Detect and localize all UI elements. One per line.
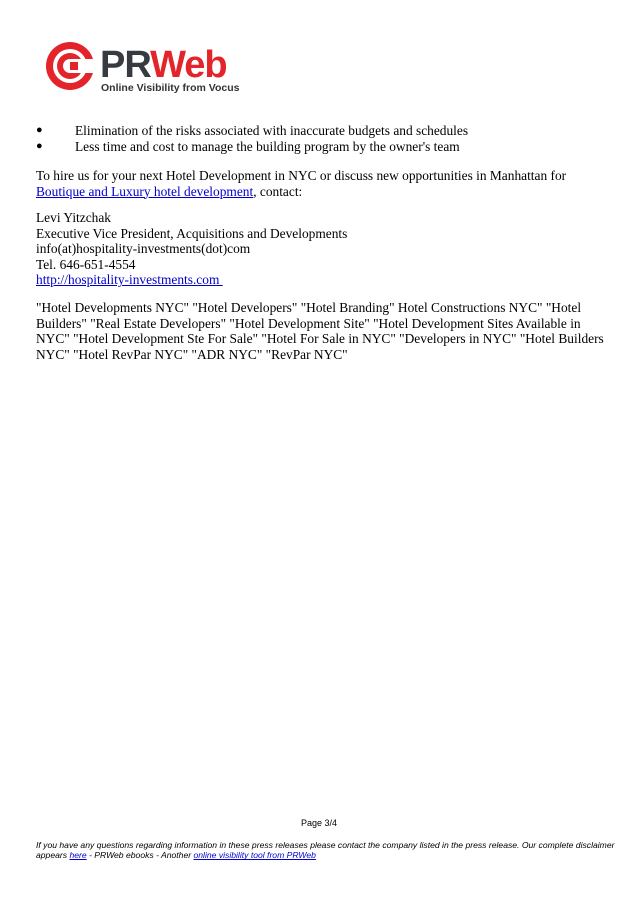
list-item: [36, 139, 616, 155]
disclaimer-text-2: - PRWeb ebooks - Another: [86, 850, 194, 861]
prweb-logo: [44, 40, 254, 100]
online-visibility-link[interactable]: online visibility tool from PRWeb: [193, 850, 316, 861]
contact-email: info(at)hospitality-investments(dot)com: [36, 241, 251, 257]
intro-text-end: , contact:: [253, 183, 303, 199]
disclaimer-footer: [36, 840, 621, 861]
logo-wordmark: [100, 43, 227, 87]
bullet-text: Elimination of the risks associated with inaccurate budgets and schedules: [75, 123, 469, 138]
logo-tagline: Online Visibility from Vocus: [101, 82, 240, 94]
website-link[interactable]: http://hospitality-investments.com: [36, 272, 223, 288]
contact-name: Levi Yitzchak: [36, 210, 111, 225]
contact-block: [36, 210, 606, 288]
disclaimer-here-link[interactable]: here: [69, 850, 87, 861]
logo-word-web: Web: [150, 44, 227, 86]
bullet-icon: ●: [36, 124, 43, 136]
page-number: Page 3/4: [300, 818, 338, 828]
list-item: [36, 123, 616, 139]
intro-text: To hire us for your next Hotel Development in NYC or discuss new opportunities in Manhattan for: [36, 168, 567, 183]
contact-phone: Tel. 646-651-4554: [36, 256, 136, 272]
logo-word-pr: PR: [100, 44, 151, 86]
bullet-icon: ●: [36, 139, 43, 152]
contact-title: Executive Vice President, Acquisitions and Developments: [36, 225, 348, 241]
disclaimer-text: If you have any questions regarding information in these press releases please contact the company listed in the press release. Our complete disclaimer appears: [36, 840, 615, 861]
intro-paragraph: [36, 168, 606, 199]
bullet-list: [36, 123, 616, 154]
keywords-paragraph: "Hotel Developments NYC" "Hotel Developers" "Hotel Branding" Hotel Constructions NYC" "Hotel Builders" "Real Estate Developers" "Hotel Development Site" "Hotel Development Sites Available in NYC" "Hotel Development Ste For Sale" "Hotel For Sale in NYC" "Developers in NYC" "Hotel Builders NYC" "Hotel RevPar NYC" "ADR NYC" "RevPar NYC": [36, 300, 604, 362]
prweb-logo-icon: [44, 40, 96, 92]
boutique-hotel-link[interactable]: Boutique and Luxury hotel development: [36, 183, 254, 199]
bullet-text: Less time and cost to manage the building program by the owner's team: [75, 138, 460, 154]
